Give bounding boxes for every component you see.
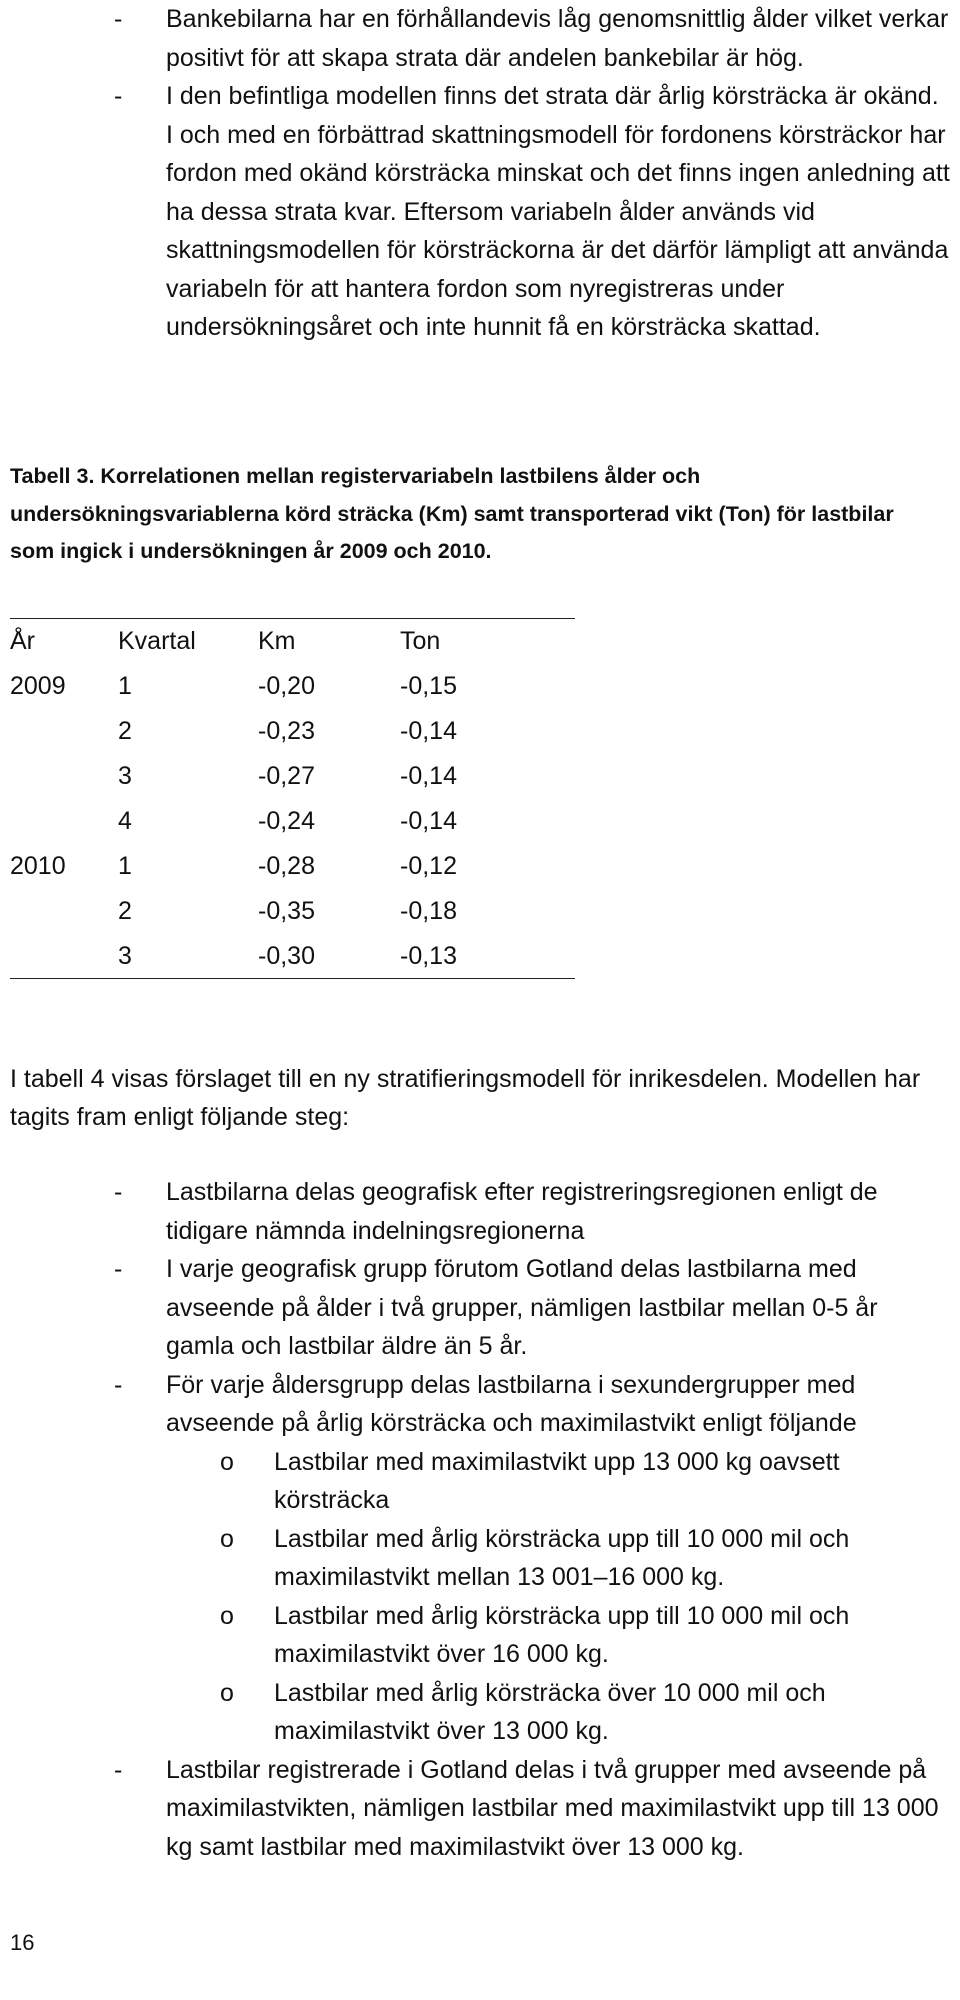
cell-quarter: 3 [118, 762, 132, 790]
table-header-row [10, 619, 575, 665]
header-quarter: Kvartal [118, 619, 258, 665]
table-row [10, 754, 575, 799]
cell-ton: -0,14 [400, 717, 457, 745]
cell-ton: -0,14 [400, 762, 457, 790]
cell-year: 2009 [10, 672, 66, 700]
table-row [10, 889, 575, 934]
list-item-text: Lastbilarna delas geografisk efter registreringsregionen enligt de tidigare nämnda indelningsregionerna [166, 1178, 878, 1245]
header-km: Km [258, 619, 400, 665]
sub-bullet-marker: o [220, 1524, 234, 1553]
cell-km: -0,20 [258, 672, 315, 700]
list-item-text: Bankebilarna har en förhållandevis låg genomsnittlig ålder vilket verkar positivt för att skapa strata där andelen bankebilar är hög. [166, 5, 949, 72]
table-row [10, 934, 575, 979]
list-item [10, 1366, 950, 1751]
sub-bullet-marker: o [220, 1601, 234, 1630]
cell-quarter: 3 [118, 934, 258, 979]
list-item [10, 77, 950, 347]
cell-km: -0,28 [258, 852, 315, 880]
header-ton: Ton [400, 619, 575, 665]
bullet-marker: - [114, 1755, 123, 1784]
cell-year [10, 754, 118, 799]
bullet-marker: - [114, 82, 123, 110]
bullet-marker: - [114, 1178, 123, 1206]
sub-list-item-text: Lastbilar med årlig körsträcka upp till 10 000 mil och maximilastvikt mellan 13 001–16 000 kg. [274, 1524, 850, 1591]
table-row [10, 709, 575, 754]
list-item [10, 1751, 950, 1867]
table-row [10, 844, 575, 889]
cell-ton: -0,13 [400, 934, 575, 979]
bullet-marker: - [114, 5, 123, 33]
sub-bullet-marker: o [220, 1447, 234, 1476]
cell-quarter: 1 [118, 672, 132, 700]
cell-year [10, 934, 118, 979]
sub-list-item-text: Lastbilar med maximilastvikt upp 13 000 kg oavsett körsträcka [274, 1447, 840, 1514]
table-row [10, 799, 575, 844]
list-item [10, 0, 950, 77]
sub-list-item [166, 1443, 950, 1520]
correlation-table [10, 618, 575, 979]
list-item-text: Lastbilar registrerade i Gotland delas i två grupper med avseende på maximilastvikten, nämligen lastbilar med maximilastvikt upp till 13 000 kg samt lastbilar med maximilastvikt över 13 000 kg. [166, 1755, 939, 1861]
cell-ton: -0,12 [400, 852, 457, 880]
top-bullet-list [10, 0, 950, 347]
cell-quarter: 1 [118, 852, 132, 880]
body-paragraph: I tabell 4 visas förslaget till en ny stratifieringsmodell för inrikesdelen. Modellen har tagits fram enligt följande steg: [10, 1065, 921, 1131]
sub-list-item [166, 1520, 950, 1597]
cell-ton: -0,18 [400, 897, 457, 925]
sub-list-item [166, 1597, 950, 1674]
cell-km: -0,35 [258, 897, 315, 925]
cell-km: -0,27 [258, 762, 315, 790]
cell-quarter: 2 [118, 717, 132, 745]
cell-ton: -0,15 [400, 672, 457, 700]
list-item [10, 1250, 950, 1366]
cell-km: -0,24 [258, 807, 315, 835]
cell-year [10, 889, 118, 934]
sub-list-item [166, 1674, 950, 1751]
sub-list-item-text: Lastbilar med årlig körsträcka upp till 10 000 mil och maximilastvikt över 16 000 kg. [274, 1601, 850, 1668]
cell-km: -0,23 [258, 717, 315, 745]
table-caption: Tabell 3. Korrelationen mellan registervariabeln lastbilens ålder och undersökningsvariablerna körd sträcka (Km) samt transporterad vikt (Ton) för lastbilar som ingick i undersökningen år 2009 och 2010. [10, 464, 894, 563]
page-number: 16 [10, 1930, 35, 1955]
cell-year: 2010 [10, 852, 66, 880]
bullet-marker: - [114, 1255, 123, 1283]
header-year: År [10, 619, 118, 665]
cell-quarter: 4 [118, 807, 132, 835]
cell-year [10, 709, 118, 754]
bullet-marker: - [114, 1370, 123, 1399]
cell-ton: -0,14 [400, 807, 457, 835]
sub-list [166, 1443, 950, 1751]
cell-km: -0,30 [258, 934, 400, 979]
sub-bullet-marker: o [220, 1678, 234, 1707]
sub-list-item-text: Lastbilar med årlig körsträcka över 10 000 mil och maximilastvikt över 13 000 kg. [274, 1678, 826, 1745]
bottom-bullet-list [10, 1173, 950, 1866]
cell-year [10, 799, 118, 844]
list-item-text: För varje åldersgrupp delas lastbilarna i sexundergrupper med avseende på årlig körsträcka och maximilastvikt enligt följande [166, 1370, 857, 1437]
table-row [10, 664, 575, 709]
cell-quarter: 2 [118, 897, 132, 925]
list-item [10, 1173, 950, 1250]
list-item-text: I varje geografisk grupp förutom Gotland delas lastbilarna med avseende på ålder i två grupper, nämligen lastbilar mellan 0-5 år gamla och lastbilar äldre än 5 år. [166, 1255, 878, 1360]
list-item-text: I den befintliga modellen finns det strata där årlig körsträcka är okänd. I och med en förbättrad skattningsmodell för fordonens körsträckor har fordon med okänd körsträcka minskat och det finns ingen anledning att ha dessa strata kvar. Eftersom variabeln ålder används vid skattningsmodellen för körsträckorna är det därför lämpligt att använda variabeln för att hantera fordon som nyregistreras under undersökningsåret och inte hunnit få en körsträcka skattad. [166, 82, 950, 341]
